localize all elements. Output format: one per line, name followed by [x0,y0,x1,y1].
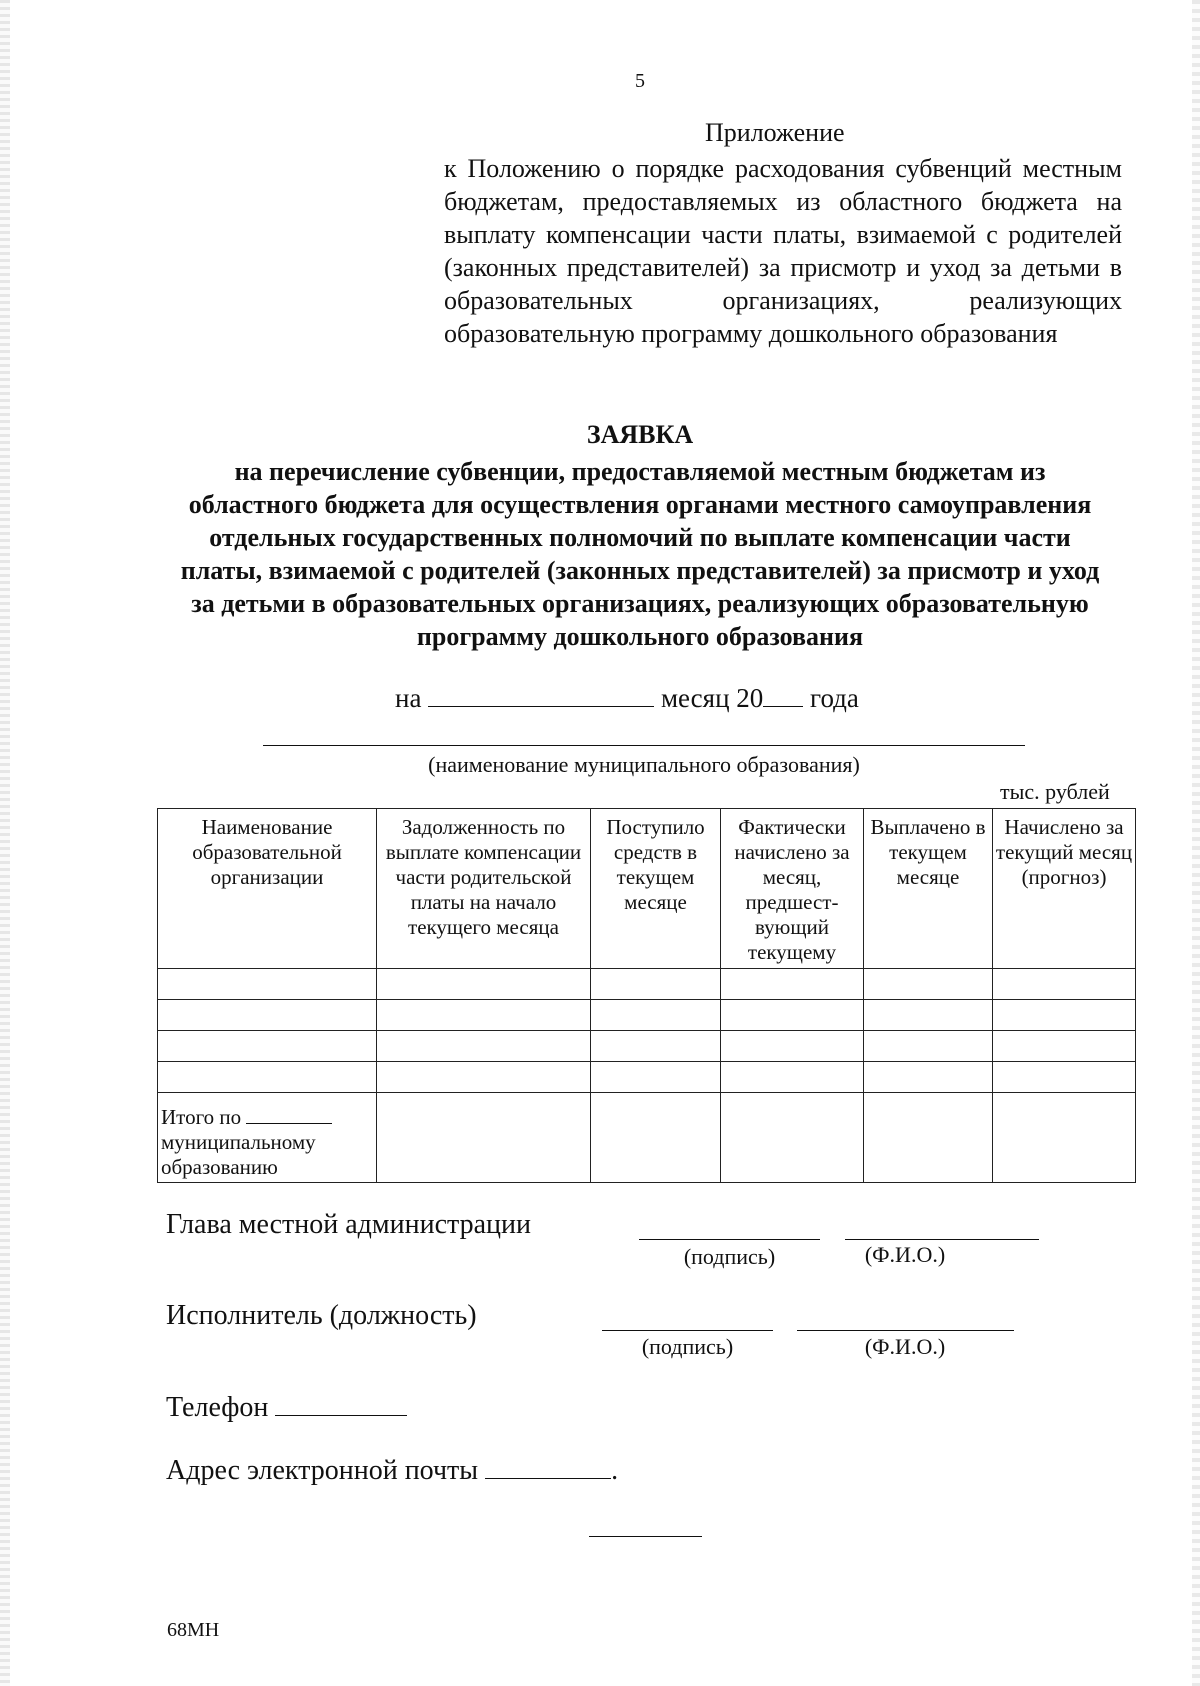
table-row [158,1031,1136,1062]
table-cell[interactable] [377,1000,591,1031]
table-cell[interactable] [721,1031,864,1062]
executor-signature-label: Исполнитель (должность) [166,1300,477,1331]
period-prefix: на [395,683,422,713]
appendix-title: Приложение [705,118,845,147]
table-row [158,1000,1136,1031]
head-name-caption: (Ф.И.О.) [864,1242,946,1267]
period-suffix: года [810,683,859,713]
executor-name-line[interactable] [797,1330,1014,1331]
table-cell[interactable] [591,1000,721,1031]
table-cell[interactable] [158,1062,377,1093]
table-cell[interactable] [377,1062,591,1093]
table-cell[interactable] [993,969,1136,1000]
total-blank[interactable] [246,1103,332,1124]
period-line [395,682,859,714]
header-received: Поступило средств в текущем месяце [591,809,721,969]
table-row [158,1062,1136,1093]
table-cell[interactable] [721,969,864,1000]
year-blank[interactable] [763,682,803,707]
table-cell[interactable] [591,969,721,1000]
appendix-text: к Положению о порядке расходования субвенций местным бюджетам, предоставляемых из областного бюджета на выплату компенсации части платы, взимаемой с родителей (законных представителей) за присмотр и уход за детьми в образовательных организациях, реализующих образовательную программу дошкольного образования [444,154,1122,348]
table-cell[interactable] [864,969,993,1000]
total-label-rest: муниципальному образованию [161,1130,316,1179]
phone-line [166,1391,407,1424]
header-accrued-forecast: Начислено за текущий месяц (прогноз) [993,809,1136,969]
month-blank[interactable] [428,682,654,707]
total-label-cell [158,1093,377,1183]
email-line [166,1454,618,1487]
scan-edge-right [1192,0,1200,1686]
table-cell[interactable] [158,969,377,1000]
table-cell[interactable] [993,1062,1136,1093]
units-label: тыс. рублей [1000,779,1110,804]
head-signature-caption: (подпись) [683,1244,776,1269]
executor-signature-caption: (подпись) [641,1334,734,1359]
period-month-word: месяц 20 [660,683,764,713]
head-signature-line[interactable] [639,1239,820,1240]
table-cell[interactable] [377,1031,591,1062]
header-debt: Задолженность по выплате компенсации части родительской платы на начало текущего месяца [377,809,591,969]
table-cell[interactable] [377,969,591,1000]
page-number: 5 [635,70,645,92]
email-end: . [611,1455,619,1486]
table-cell[interactable] [864,1031,993,1062]
table-cell[interactable] [721,1000,864,1031]
table-cell[interactable] [864,1000,993,1031]
header-paid: Выплачено в текущем месяце [864,809,993,969]
request-table [157,808,1136,1183]
table-cell[interactable] [591,1031,721,1062]
phone-blank[interactable] [275,1391,407,1416]
municipality-blank[interactable] [263,745,1025,746]
table-cell[interactable] [591,1062,721,1093]
table-cell[interactable] [158,1000,377,1031]
email-label: Адрес электронной почты [166,1455,479,1486]
table-cell[interactable] [864,1062,993,1093]
table-cell[interactable] [158,1031,377,1062]
executor-name-caption: (Ф.И.О.) [864,1334,946,1359]
table-header-row [158,809,1136,969]
scan-edge-left [0,0,10,1686]
header-accrued-previous: Фактически начислено за месяц, предшест- вующий текущему [721,809,864,969]
head-signature-label: Глава местной администрации [166,1209,531,1240]
table-cell[interactable] [377,1093,591,1183]
total-label-prefix: Итого по [161,1105,242,1129]
table-cell[interactable] [993,1031,1136,1062]
table-cell[interactable] [993,1093,1136,1183]
head-name-line[interactable] [845,1239,1039,1240]
document-title: ЗАЯВКА [586,420,694,449]
end-separator-line [589,1536,702,1537]
table-cell[interactable] [721,1062,864,1093]
document-subtitle: на перечисление субвенции, предоставляемой местным бюджетам из областного бюджета для осуществления органами местного самоуправления отдельных государственных полномочий по выплате компенсации части платы, взимаемой с родителей (законных представителей) за присмотр и уход за детьми в образовательных организациях, реализующих образовательную программу дошкольного образования [180,457,1100,651]
table-cell[interactable] [721,1093,864,1183]
document-code: 68МН [167,1619,220,1641]
header-organization-name: Наименование образовательной организации [158,809,377,969]
executor-signature-line[interactable] [602,1330,773,1331]
table-total-row [158,1093,1136,1183]
phone-label: Телефон [166,1392,269,1423]
table-cell[interactable] [591,1093,721,1183]
municipality-caption: (наименование муниципального образования) [428,752,860,777]
table-cell[interactable] [993,1000,1136,1031]
table-cell[interactable] [864,1093,993,1183]
email-blank[interactable] [485,1454,611,1479]
table-row [158,969,1136,1000]
